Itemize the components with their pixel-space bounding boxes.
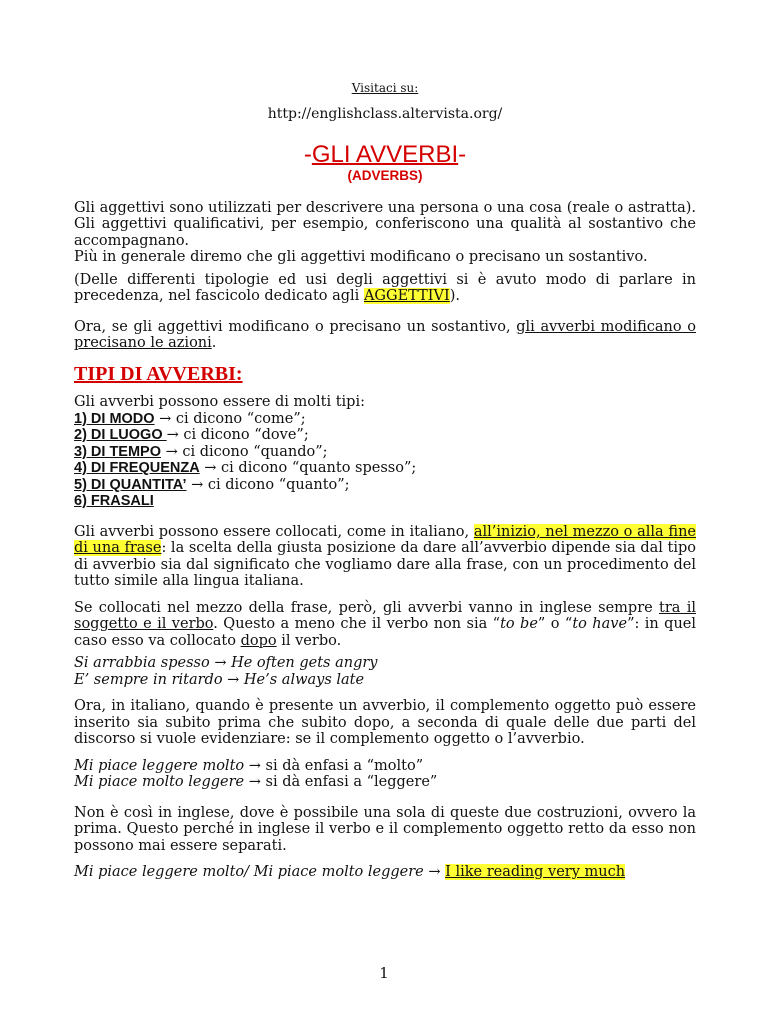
site-url[interactable]: http://englishclass.altervista.org/ [267, 105, 503, 122]
document-page [74, 80, 696, 881]
types-list [74, 411, 696, 510]
position-paragraph-1: Gli avverbi possono essere collocati, come in italiano, all’inizio, nel mezzo o alla fine di una frase: la scelta della giusta posizione da dare all’avverbio dipende sia dal tipo di avverbio sia dal significato che vogliamo dare alla frase, con un procedimento del tutto simile alla lingua italiana. [74, 523, 697, 589]
visit-label: Visitaci su: [351, 81, 419, 95]
types-lead: Gli avverbi possono essere di molti tipi: [74, 394, 365, 410]
page-title: -GLI AVVERBI- [303, 141, 467, 168]
highlight-position: all’inizio, nel mezzo o alla fine di una frase [74, 523, 697, 556]
example-line: Mi piace molto leggere → si dà enfasi a “leggere” [74, 774, 438, 790]
intro-paragraph-1: Gli aggettivi sono utilizzati per descrivere una persona o una cosa (reale o astratta). Gli aggettivi qualificativi, per esempio, conferiscono una qualità al sostantivo che accompagnano. [74, 199, 696, 249]
list-item: 6) FRASALI [74, 493, 154, 509]
example-line: Mi piace leggere molto → si dà enfasi a “molto” [74, 757, 424, 774]
example-line: Si arrabbia spesso → He often gets angry [74, 655, 378, 671]
position-paragraph-3: Ora, in italiano, quando è presente un avverbio, il complemento oggetto può essere inserito sia subito prima che subito dopo, a seconda di quale delle due parti del discorso si vuole evidenziare: se il complemento oggetto o l’avverbio. [74, 698, 696, 747]
list-item: 2) DI LUOGO → ci dicono “dove”; [74, 427, 309, 443]
list-item: 5) DI QUANTITA’ → ci dicono “quanto”; [74, 476, 350, 493]
list-item: 1) DI MODO → ci dicono “come”; [74, 410, 306, 427]
intro-paragraph-2: (Delle differenti tipologie ed usi degli aggettivi si è avuto modo di parlare in precedenza, nel fascicolo dedicato agli AGGETTIVI). [74, 271, 696, 304]
intro-paragraph-3: Ora, se gli aggettivi modificano o precisano un sostantivo, gli avverbi modificano o precisano le azioni. [74, 318, 697, 351]
section-heading-types: TIPI DI AVVERBI: [74, 362, 243, 385]
page-title-text: GLI AVVERBI [311, 141, 459, 168]
page-subtitle: (ADVERBS) [347, 168, 423, 183]
key-statement: gli avverbi modificano o precisano le azioni [74, 318, 697, 351]
example-line: Mi piace leggere molto/ Mi piace molto leggere → I like reading very much [74, 864, 626, 880]
page-number: 1 [379, 964, 389, 982]
position-paragraph-2: Se collocati nel mezzo della frase, però, gli avverbi vanno in inglese sempre tra il soggetto e il verbo. Questo a meno che il verbo non sia “to be” o “to have”: in quel caso esso va collocato dopo il verbo. [74, 599, 697, 649]
intro-paragraph-1b: Più in generale diremo che gli aggettivi modificano o precisano un sostantivo. [74, 249, 648, 265]
position-paragraph-4: Non è così in inglese, dove è possibile una sola di queste due costruzioni, ovvero la prima. Questo perché in inglese il verbo e il complemento oggetto retto da esso non possono mai essere separati. [74, 804, 696, 854]
highlight-answer: I like reading very much [445, 864, 626, 880]
example-line: E’ sempre in ritardo → He’s always late [74, 671, 365, 688]
list-item: 4) DI FREQUENZA → ci dicono “quanto spesso”; [74, 460, 417, 476]
aggettivi-link[interactable]: AGGETTIVI [363, 288, 450, 304]
list-item: 3) DI TEMPO → ci dicono “quando”; [74, 443, 328, 460]
